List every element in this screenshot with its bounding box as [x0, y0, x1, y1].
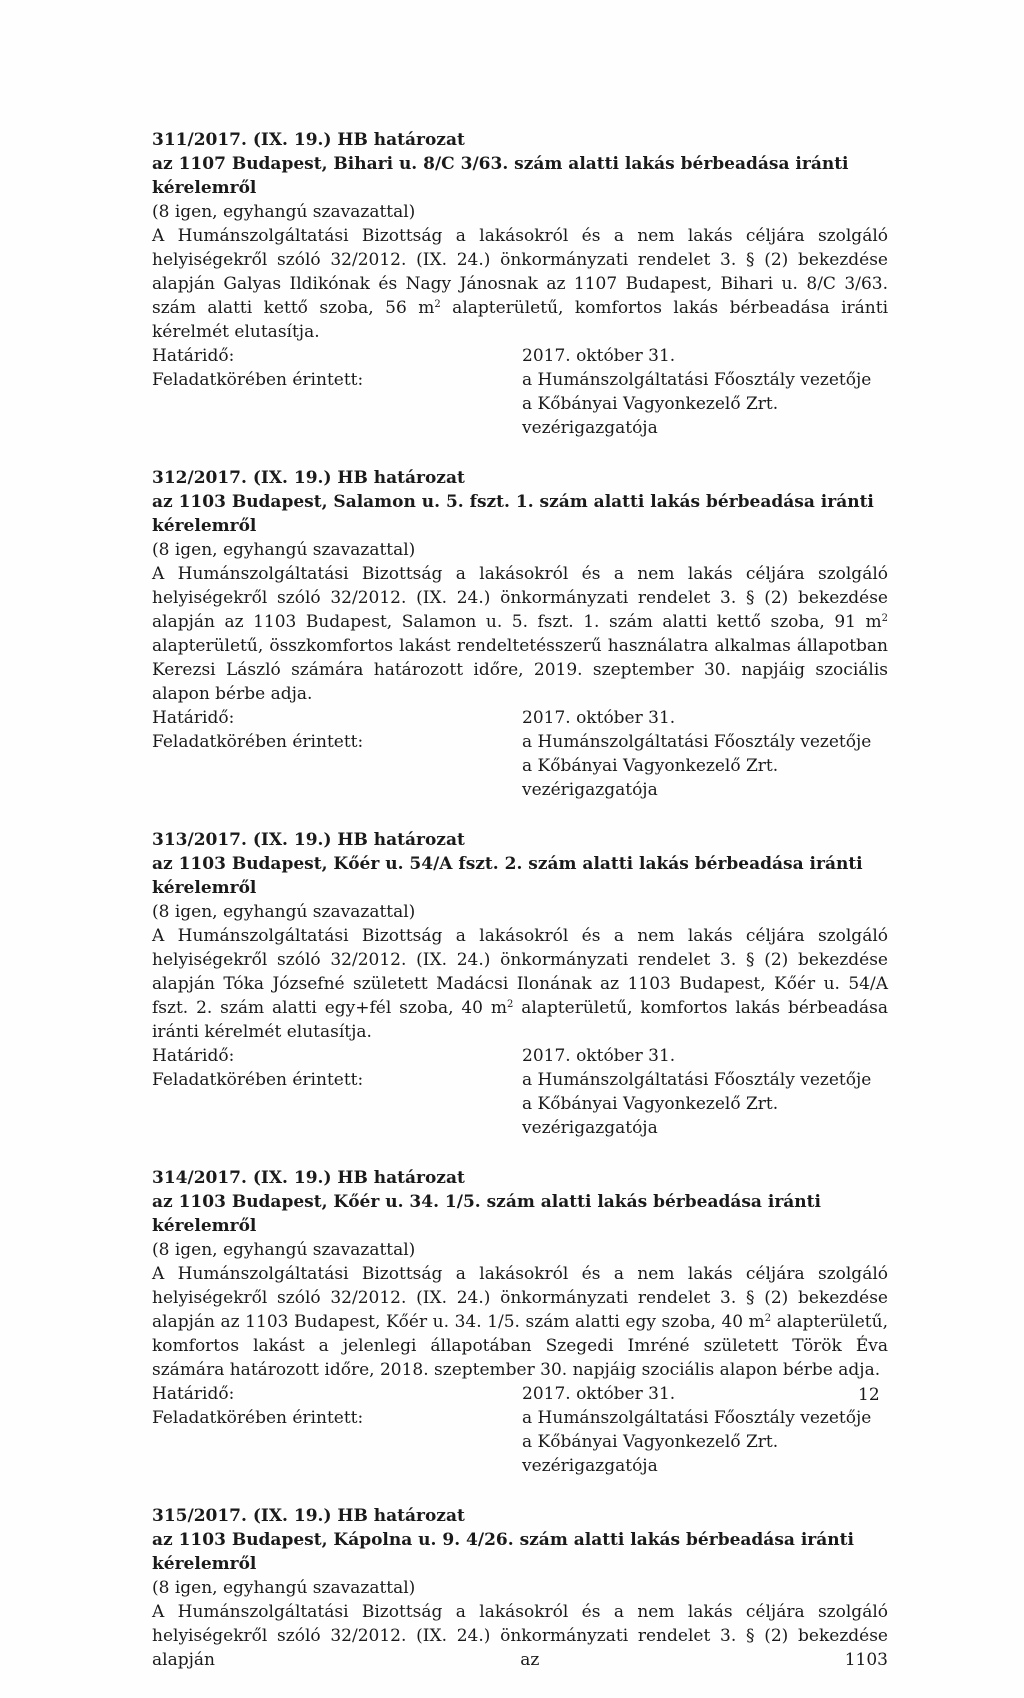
concerned-value-2: a Kőbányai Vagyonkezelő Zrt. vezérigazgatója: [522, 1432, 779, 1476]
resolution-body: [152, 1262, 888, 1382]
resolution-subject: az 1103 Budapest, Salamon u. 5. fszt. 1. szám alatti lakás bérbeadása iránti kérelemről: [152, 492, 874, 536]
superscript: 2: [881, 613, 888, 624]
resolution-subject: az 1103 Budapest, Kőér u. 54/A fszt. 2. szám alatti lakás bérbeadása iránti kérelemről: [152, 854, 863, 898]
body-text-cont: alapterületű, komfortos lakás bérbeadása iránti kérelmét elutasítja.: [152, 298, 888, 342]
body-text-cont: alapterületű, komfortos lakás bérbeadása iránti kérelmét elutasítja.: [152, 998, 888, 1042]
resolution-number: 311/2017. (IX. 19.) HB határozat: [152, 130, 465, 150]
deadline-row: [152, 344, 888, 368]
resolution-312: [152, 466, 888, 802]
concerned-value-2: a Kőbányai Vagyonkezelő Zrt. vezérigazgatója: [522, 394, 779, 438]
body-text: A Humánszolgáltatási Bizottság a lakásokról és a nem lakás céljára szolgáló helyiségekről szóló 32/2012. (IX. 24.) önkormányzati rendelet 3. § (2) bekezdése alapján Tóka Józsefné született Madácsi Ilonának az 1103 Budapest, Kőér u. 54/A fszt. 2. szám alatti egy+fél szoba, 40 m: [152, 926, 888, 1018]
deadline-label: Határidő:: [152, 708, 235, 728]
deadline-row: [152, 706, 888, 730]
resolution-number: 315/2017. (IX. 19.) HB határozat: [152, 1506, 465, 1526]
resolution-number: 312/2017. (IX. 19.) HB határozat: [152, 468, 465, 488]
body-text-cont: alapterületű, komfortos lakást a jelenlegi állapotában Szegedi Imréné született Török Éva számára határozott időre, 2018. szeptember 30. napjáig szociális alapon bérbe adja.: [152, 1312, 888, 1380]
vote-result: (8 igen, egyhangú szavazattal): [152, 902, 416, 922]
vote-result: (8 igen, egyhangú szavazattal): [152, 202, 416, 222]
vote-result: (8 igen, egyhangú szavazattal): [152, 1578, 416, 1598]
deadline-value: 2017. október 31.: [522, 708, 676, 728]
body-text-cont: alapterületű, összkomfortos lakást rendeltetésszerű használatra alkalmas állapotban Kerezsi László számára határozott időre, 2019. szeptember 30. napjáig szociális alapon bérbe adja.: [152, 636, 888, 704]
concerned-label: Feladatkörében érintett:: [152, 1070, 364, 1090]
concerned-label: Feladatkörében érintett:: [152, 732, 364, 752]
resolution-number: 313/2017. (IX. 19.) HB határozat: [152, 830, 465, 850]
resolution-body: [152, 224, 888, 344]
body-text: A Humánszolgáltatási Bizottság a lakásokról és a nem lakás céljára szolgáló helyiségekről szóló 32/2012. (IX. 24.) önkormányzati rendelet 3. § (2) bekezdése alapján Galyas Ildikónak és Nagy Jánosnak az 1107 Budapest, Bihari u. 8/C 3/63. szám alatti kettő szoba, 56 m: [152, 226, 888, 318]
resolution-body: [152, 924, 888, 1044]
concerned-value-1: a Humánszolgáltatási Főosztály vezetője: [522, 1408, 872, 1428]
deadline-label: Határidő:: [152, 1046, 235, 1066]
resolution-subject: az 1103 Budapest, Kápolna u. 9. 4/26. szám alatti lakás bérbeadása iránti kérelemről: [152, 1530, 854, 1574]
concerned-row: [152, 1068, 888, 1092]
resolution-number: 314/2017. (IX. 19.) HB határozat: [152, 1168, 465, 1188]
resolution-313: [152, 828, 888, 1140]
deadline-value: 2017. október 31.: [522, 1046, 676, 1066]
concerned-row: [152, 730, 888, 754]
resolution-311: [152, 128, 888, 440]
deadline-value: 2017. október 31.: [522, 346, 676, 366]
resolution-subject: az 1103 Budapest, Kőér u. 34. 1/5. szám alatti lakás bérbeadása iránti kérelemről: [152, 1192, 821, 1236]
concerned-label: Feladatkörében érintett:: [152, 370, 364, 390]
deadline-value: 2017. október 31.: [522, 1384, 676, 1404]
concerned-value-1: a Humánszolgáltatási Főosztály vezetője: [522, 1070, 872, 1090]
superscript: 2: [764, 1313, 772, 1324]
concerned-value-2: a Kőbányai Vagyonkezelő Zrt. vezérigazgatója: [522, 1094, 779, 1138]
deadline-label: Határidő:: [152, 346, 235, 366]
deadline-label: Határidő:: [152, 1384, 235, 1404]
superscript: 2: [434, 299, 441, 310]
concerned-row: [152, 1406, 888, 1430]
vote-result: (8 igen, egyhangú szavazattal): [152, 540, 416, 560]
document-page: [152, 128, 888, 1698]
concerned-value-2: a Kőbányai Vagyonkezelő Zrt. vezérigazgatója: [522, 756, 779, 800]
concerned-value-1: a Humánszolgáltatási Főosztály vezetője: [522, 370, 872, 390]
resolution-body: [152, 562, 888, 706]
vote-result: (8 igen, egyhangú szavazattal): [152, 1240, 416, 1260]
resolution-subject: az 1107 Budapest, Bihari u. 8/C 3/63. szám alatti lakás bérbeadása iránti kérelemről: [152, 154, 849, 198]
page-number: 12: [858, 1385, 880, 1405]
concerned-row: [152, 368, 888, 392]
deadline-row: [152, 1044, 888, 1068]
deadline-row: [152, 1382, 888, 1406]
resolution-body: A Humánszolgáltatási Bizottság a lakásokról és a nem lakás céljára szolgáló helyiségekről szóló 32/2012. (IX. 24.) önkormányzati rendelet 3. § (2) bekezdése alapján az 1103: [152, 1602, 888, 1670]
superscript: 2: [507, 999, 514, 1010]
concerned-label: Feladatkörében érintett:: [152, 1408, 364, 1428]
concerned-value-1: a Humánszolgáltatási Főosztály vezetője: [522, 732, 872, 752]
body-text: A Humánszolgáltatási Bizottság a lakásokról és a nem lakás céljára szolgáló helyiségekről szóló 32/2012. (IX. 24.) önkormányzati rendelet 3. § (2) bekezdése alapján az 1103 Budapest, Salamon u. 5. fszt. 1. szám alatti kettő szoba, 91 m: [152, 564, 888, 632]
body-text: A Humánszolgáltatási Bizottság a lakásokról és a nem lakás céljára szolgáló helyiségekről szóló 32/2012. (IX. 24.) önkormányzati rendelet 3. § (2) bekezdése alapján az 1103 Budapest, Kőér u. 34. 1/5. szám alatti egy szoba, 40 m: [152, 1264, 888, 1332]
resolution-314: [152, 1166, 888, 1478]
resolution-315: [152, 1504, 888, 1672]
